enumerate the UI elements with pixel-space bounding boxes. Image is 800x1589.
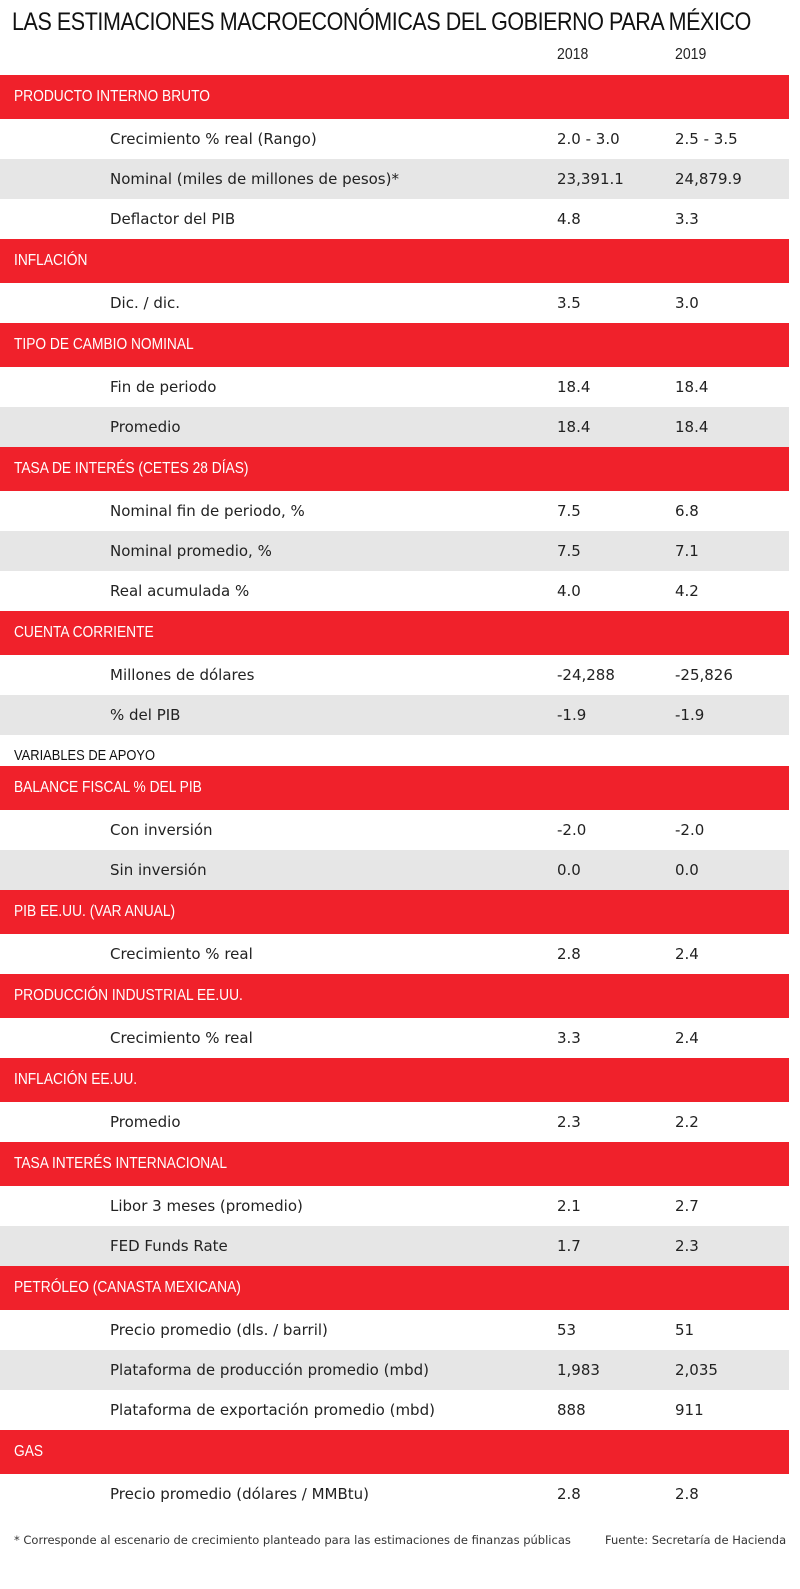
value-2018: -24,288 [557, 666, 615, 684]
column-header-2018: 2018 [557, 46, 589, 63]
section-header [0, 766, 789, 810]
row-label: Sin inversión [110, 861, 207, 879]
value-2019: 24,879.9 [675, 170, 742, 188]
page-title: LAS ESTIMACIONES MACROECONÓMICAS DEL GOBIERNO PARA MÉXICO [12, 8, 751, 36]
value-2019: 7.1 [675, 542, 699, 560]
section-title: INFLACIÓN [14, 252, 88, 269]
table-row [0, 1186, 789, 1226]
value-2018: 4.8 [557, 210, 581, 228]
table-row [0, 491, 789, 531]
section-title: TASA DE INTERÉS (CETES 28 DÍAS) [14, 460, 249, 477]
row-label: Promedio [110, 1113, 181, 1131]
table-row [0, 199, 789, 239]
value-2019: 2.5 - 3.5 [675, 130, 738, 148]
row-label: Libor 3 meses (promedio) [110, 1197, 303, 1215]
value-2018: 2.3 [557, 1113, 581, 1131]
section-header [0, 1266, 789, 1310]
table-row [0, 531, 789, 571]
value-2018: -1.9 [557, 706, 587, 724]
value-2019: 18.4 [675, 418, 709, 436]
row-label: % del PIB [110, 706, 181, 724]
value-2018: 18.4 [557, 418, 591, 436]
row-label: Fin de periodo [110, 378, 217, 396]
value-2019: 2.8 [675, 1485, 699, 1503]
data-table [0, 75, 789, 1514]
value-2018: 2.0 - 3.0 [557, 130, 620, 148]
section-header [0, 611, 789, 655]
value-2019: 2,035 [675, 1361, 718, 1379]
value-2018: 2.8 [557, 1485, 581, 1503]
value-2018: 1.7 [557, 1237, 581, 1255]
row-label: Precio promedio (dls. / barril) [110, 1321, 328, 1339]
value-2019: 4.2 [675, 582, 699, 600]
section-title: PIB EE.UU. (VAR ANUAL) [14, 903, 176, 920]
value-2019: 3.3 [675, 210, 699, 228]
row-label: Plataforma de exportación promedio (mbd) [110, 1401, 435, 1419]
value-2018: 888 [557, 1401, 586, 1419]
table-row [0, 810, 789, 850]
value-2019: 911 [675, 1401, 704, 1419]
value-2019: 18.4 [675, 378, 709, 396]
section-title: PRODUCTO INTERNO BRUTO [14, 88, 210, 105]
subheader-title: VARIABLES DE APOYO [14, 747, 155, 764]
section-title: GAS [14, 1443, 44, 1460]
section-title: PRODUCCIÓN INDUSTRIAL EE.UU. [14, 987, 243, 1004]
value-2019: 51 [675, 1321, 695, 1339]
section-title: INFLACIÓN EE.UU. [14, 1071, 138, 1088]
table-row [0, 283, 789, 323]
table-row [0, 934, 789, 974]
section-title: PETRÓLEO (CANASTA MEXICANA) [14, 1279, 241, 1296]
row-label: Deflactor del PIB [110, 210, 236, 228]
value-2018: 7.5 [557, 542, 581, 560]
row-label: FED Funds Rate [110, 1237, 228, 1255]
value-2019: -1.9 [675, 706, 705, 724]
row-label: Precio promedio (dólares / MMBtu) [110, 1485, 370, 1503]
value-2018: 0.0 [557, 861, 581, 879]
value-2018: 53 [557, 1321, 577, 1339]
table-row [0, 1018, 789, 1058]
value-2018: 18.4 [557, 378, 591, 396]
table-row [0, 695, 789, 735]
section-title: TASA INTERÉS INTERNACIONAL [14, 1155, 228, 1172]
row-label: Con inversión [110, 821, 213, 839]
value-2019: -25,826 [675, 666, 733, 684]
value-2019: 2.3 [675, 1237, 699, 1255]
source-note: Fuente: Secretaría de Hacienda [605, 1533, 787, 1547]
column-header-2019: 2019 [675, 46, 707, 63]
value-2018: 7.5 [557, 502, 581, 520]
section-title: BALANCE FISCAL % DEL PIB [14, 779, 202, 796]
footnote: * Corresponde al escenario de crecimiento planteado para las estimaciones de finanzas públicas [14, 1533, 571, 1547]
section-header [0, 447, 789, 491]
section-header [0, 974, 789, 1018]
row-label: Nominal promedio, % [110, 542, 272, 560]
table-row [0, 159, 789, 199]
value-2018: 4.0 [557, 582, 581, 600]
section-header [0, 323, 789, 367]
table-row [0, 1310, 789, 1350]
section-header [0, 890, 789, 934]
section-header [0, 1058, 789, 1102]
value-2018: -2.0 [557, 821, 587, 839]
table-row [0, 1102, 789, 1142]
value-2019: 3.0 [675, 294, 699, 312]
value-2018: 1,983 [557, 1361, 600, 1379]
value-2018: 3.5 [557, 294, 581, 312]
value-2018: 2.8 [557, 945, 581, 963]
row-label: Promedio [110, 418, 181, 436]
row-label: Millones de dólares [110, 666, 255, 684]
value-2018: 23,391.1 [557, 170, 624, 188]
value-2019: 6.8 [675, 502, 699, 520]
value-2018: 2.1 [557, 1197, 581, 1215]
table-row [0, 119, 789, 159]
section-header [0, 1142, 789, 1186]
value-2019: 0.0 [675, 861, 699, 879]
value-2019: 2.4 [675, 1029, 699, 1047]
section-header [0, 75, 789, 119]
section-title: TIPO DE CAMBIO NOMINAL [14, 336, 194, 353]
section-header [0, 1430, 789, 1474]
table-row [0, 1390, 789, 1430]
subheader [0, 735, 789, 766]
table-row [0, 850, 789, 890]
row-label: Real acumulada % [110, 582, 250, 600]
value-2019: -2.0 [675, 821, 705, 839]
table-row [0, 655, 789, 695]
row-label: Nominal fin de periodo, % [110, 502, 305, 520]
row-label: Crecimiento % real (Rango) [110, 130, 317, 148]
value-2019: 2.4 [675, 945, 699, 963]
table-row [0, 571, 789, 611]
row-label: Plataforma de producción promedio (mbd) [110, 1361, 429, 1379]
table-row [0, 1350, 789, 1390]
table-row [0, 367, 789, 407]
row-label: Crecimiento % real [110, 1029, 253, 1047]
table-row [0, 1474, 789, 1514]
value-2019: 2.2 [675, 1113, 699, 1131]
table-row [0, 1226, 789, 1266]
row-label: Crecimiento % real [110, 945, 253, 963]
value-2018: 3.3 [557, 1029, 581, 1047]
row-label: Dic. / dic. [110, 294, 181, 312]
table-row [0, 407, 789, 447]
value-2019: 2.7 [675, 1197, 699, 1215]
row-label: Nominal (miles de millones de pesos)* [110, 170, 399, 188]
section-title: CUENTA CORRIENTE [14, 624, 154, 641]
section-header [0, 239, 789, 283]
